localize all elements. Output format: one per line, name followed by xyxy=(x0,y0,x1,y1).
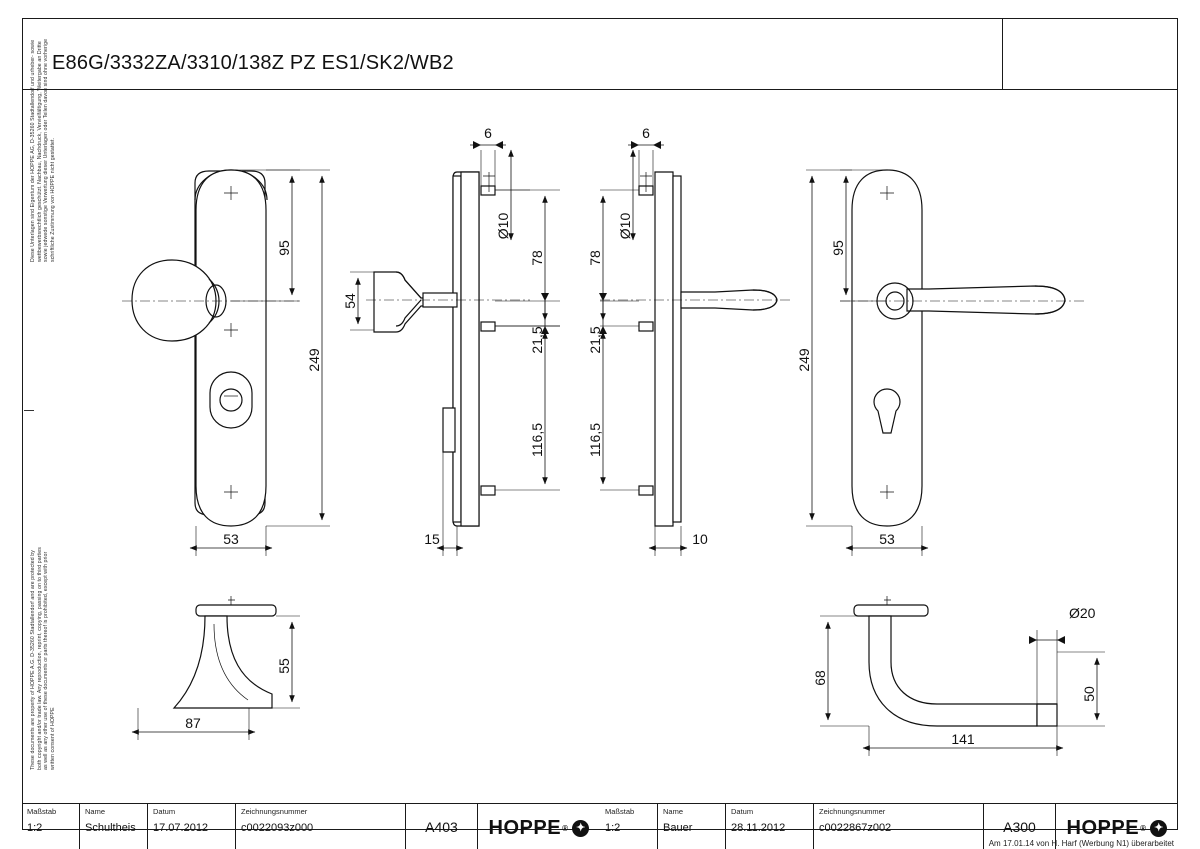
dim-68: 68 xyxy=(812,670,828,686)
dim-1165-right: 116,5 xyxy=(587,423,603,457)
dim-53-right: 53 xyxy=(879,531,895,547)
dim-dia10-left: Ø10 xyxy=(495,212,511,240)
tb-left-logo xyxy=(478,804,600,849)
dim-6-right: 6 xyxy=(642,125,650,141)
tb-right-name-label: Name xyxy=(663,807,684,816)
copyright-notice-de: Diese Unterlagen sind Eigentum der HOPPE AG, D-35260 Stadtallendorf und urheber- sowie wettbewerbsrechtlich geschützt. Nachbau, Nachdruck, Vervielfältigung, Weitergabe an Dritte sowie jedwede sonstige Verwertung dieser Unterlagen oder Teilen davon sind ohne vorherige schriftliche Zustimmung von HOPPE nicht gestattet. xyxy=(30,38,56,262)
dim-95-left: 95 xyxy=(276,240,292,256)
view-thumbturn-side xyxy=(342,125,560,556)
view-lever-plate-front xyxy=(796,170,1085,556)
tb-left-scale-label: Maßstab xyxy=(27,807,57,816)
tb-right-drawing-number-value: c0022867z002 xyxy=(819,822,892,834)
tb-left-date xyxy=(148,804,236,849)
hoppe-emblem-icon: ✦ xyxy=(572,820,589,837)
dim-141: 141 xyxy=(951,731,975,747)
tb-right-name-value: Bauer xyxy=(663,822,693,834)
tb-right-scale-label: Maßstab xyxy=(605,807,635,816)
tb-left-drawing-number xyxy=(236,804,406,849)
tb-right-scale-value: 1:2 xyxy=(605,822,621,834)
tb-right-drawing-number xyxy=(814,804,984,849)
dim-dia10-right: Ø10 xyxy=(617,212,633,240)
tb-left-name xyxy=(80,804,148,849)
dim-87: 87 xyxy=(185,715,201,731)
tb-right-date-label: Datum xyxy=(731,807,754,816)
dim-215-left: 21,5 xyxy=(529,326,545,354)
view-knob-profile xyxy=(132,596,300,740)
tb-left-code xyxy=(406,804,478,849)
tb-right-date-value: 28.11.2012 xyxy=(731,822,786,834)
hoppe-logo-left-text: HOPPE xyxy=(488,816,562,839)
dim-54: 54 xyxy=(342,293,358,309)
registered-mark-icon-right: ® xyxy=(1140,823,1147,833)
tb-right-code-value: A300 xyxy=(1003,818,1036,835)
tb-right-name xyxy=(658,804,726,849)
tb-right-drawing-number-label: Zeichnungsnummer xyxy=(819,807,886,816)
revision-note: Am 17.01.14 von H. Harf (Werbung N1) überarbeitet xyxy=(988,839,1174,848)
tb-right-date xyxy=(726,804,814,849)
dim-10: 10 xyxy=(692,531,708,547)
copyright-notice-en: These documents are property of HOPPE A.G. D-35260 Stadtallendorf and are protected by both copyright and/or trade law. Any reproduction, reprint, copying, passing on to third parties as well as any other use of these documents or parts thereof is prohibited, except with prior written consent of HOPPE xyxy=(30,547,56,770)
dim-50: 50 xyxy=(1081,686,1097,702)
dim-dia20: Ø20 xyxy=(1069,605,1096,621)
tb-left-date-label: Datum xyxy=(153,807,176,816)
titleblock-left xyxy=(22,803,600,849)
dim-249-left: 249 xyxy=(306,348,322,372)
dim-6-left: 6 xyxy=(484,125,492,141)
view-lever-profile xyxy=(812,596,1105,756)
registered-mark-icon: ® xyxy=(562,823,569,833)
page-title: E86G/3332ZA/3310/138Z PZ ES1/SK2/WB2 xyxy=(52,52,454,74)
tb-left-date-value: 17.07.2012 xyxy=(153,822,209,834)
dim-95-right: 95 xyxy=(830,240,846,256)
dim-55: 55 xyxy=(276,658,292,674)
tb-left-name-value: Schultheis xyxy=(85,822,136,834)
tb-right-scale xyxy=(600,804,658,849)
hoppe-logo-right-text: HOPPE xyxy=(1066,816,1140,839)
dim-78-right: 78 xyxy=(587,250,603,266)
view-lever-side xyxy=(587,125,790,556)
tb-left-name-label: Name xyxy=(85,807,106,816)
dim-215-right: 21,5 xyxy=(587,326,603,354)
hoppe-emblem-icon-right: ✦ xyxy=(1150,820,1167,837)
tb-left-drawing-number-value: c0022093z000 xyxy=(241,822,314,834)
tb-left-scale xyxy=(22,804,80,849)
view-knob-plate-front xyxy=(122,170,330,556)
tb-left-code-value: A403 xyxy=(425,818,458,835)
dim-78-left: 78 xyxy=(529,250,545,266)
dim-53-left: 53 xyxy=(223,531,239,547)
dim-249-right: 249 xyxy=(796,348,812,372)
dim-15: 15 xyxy=(424,531,440,547)
dim-1165-left: 116,5 xyxy=(529,423,545,457)
hoppe-logo-left xyxy=(483,807,595,849)
tb-left-scale-value: 1:2 xyxy=(27,822,43,834)
tb-left-drawing-number-label: Zeichnungsnummer xyxy=(241,807,308,816)
